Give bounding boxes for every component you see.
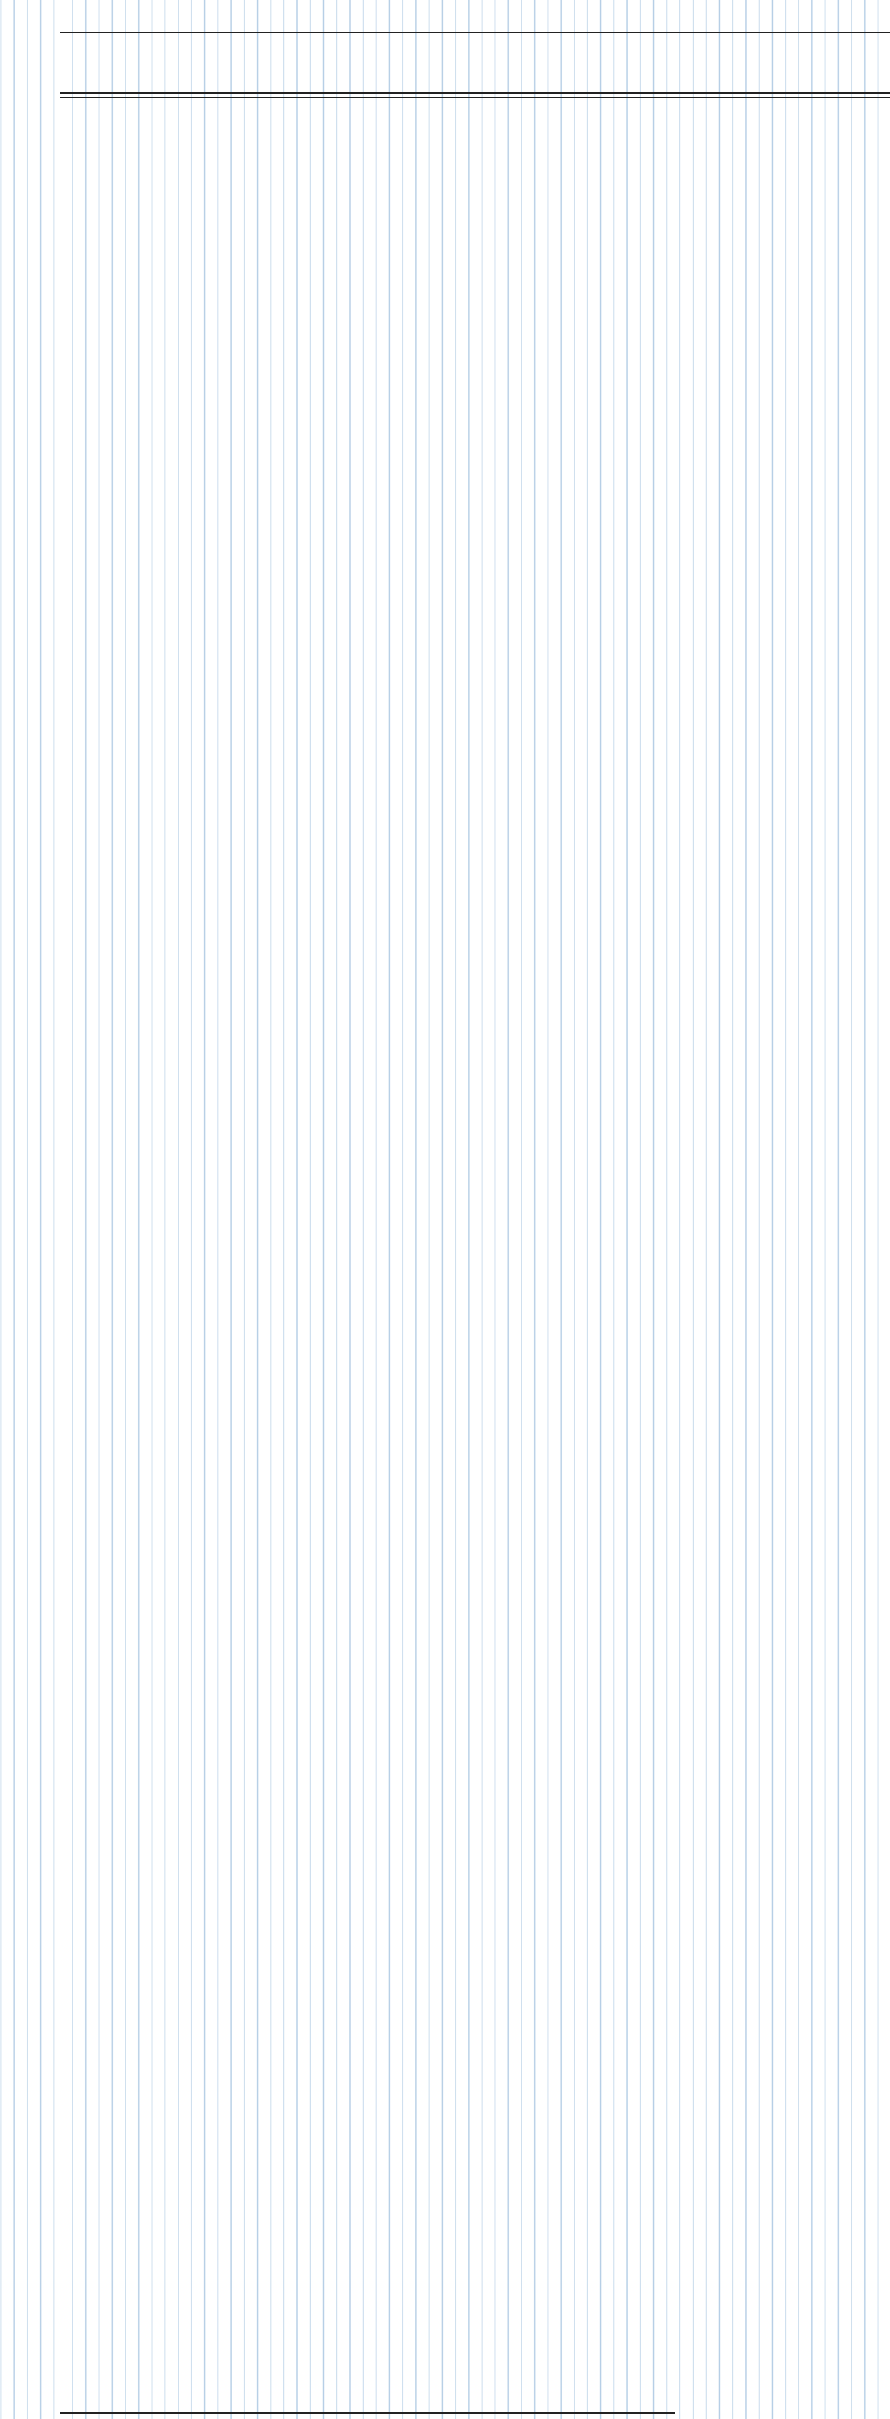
cytoband-bar-2 — [60, 97, 890, 98]
decipher-bar — [60, 2412, 675, 2414]
ruler-line — [60, 32, 890, 33]
cytoband-bar — [60, 92, 890, 94]
